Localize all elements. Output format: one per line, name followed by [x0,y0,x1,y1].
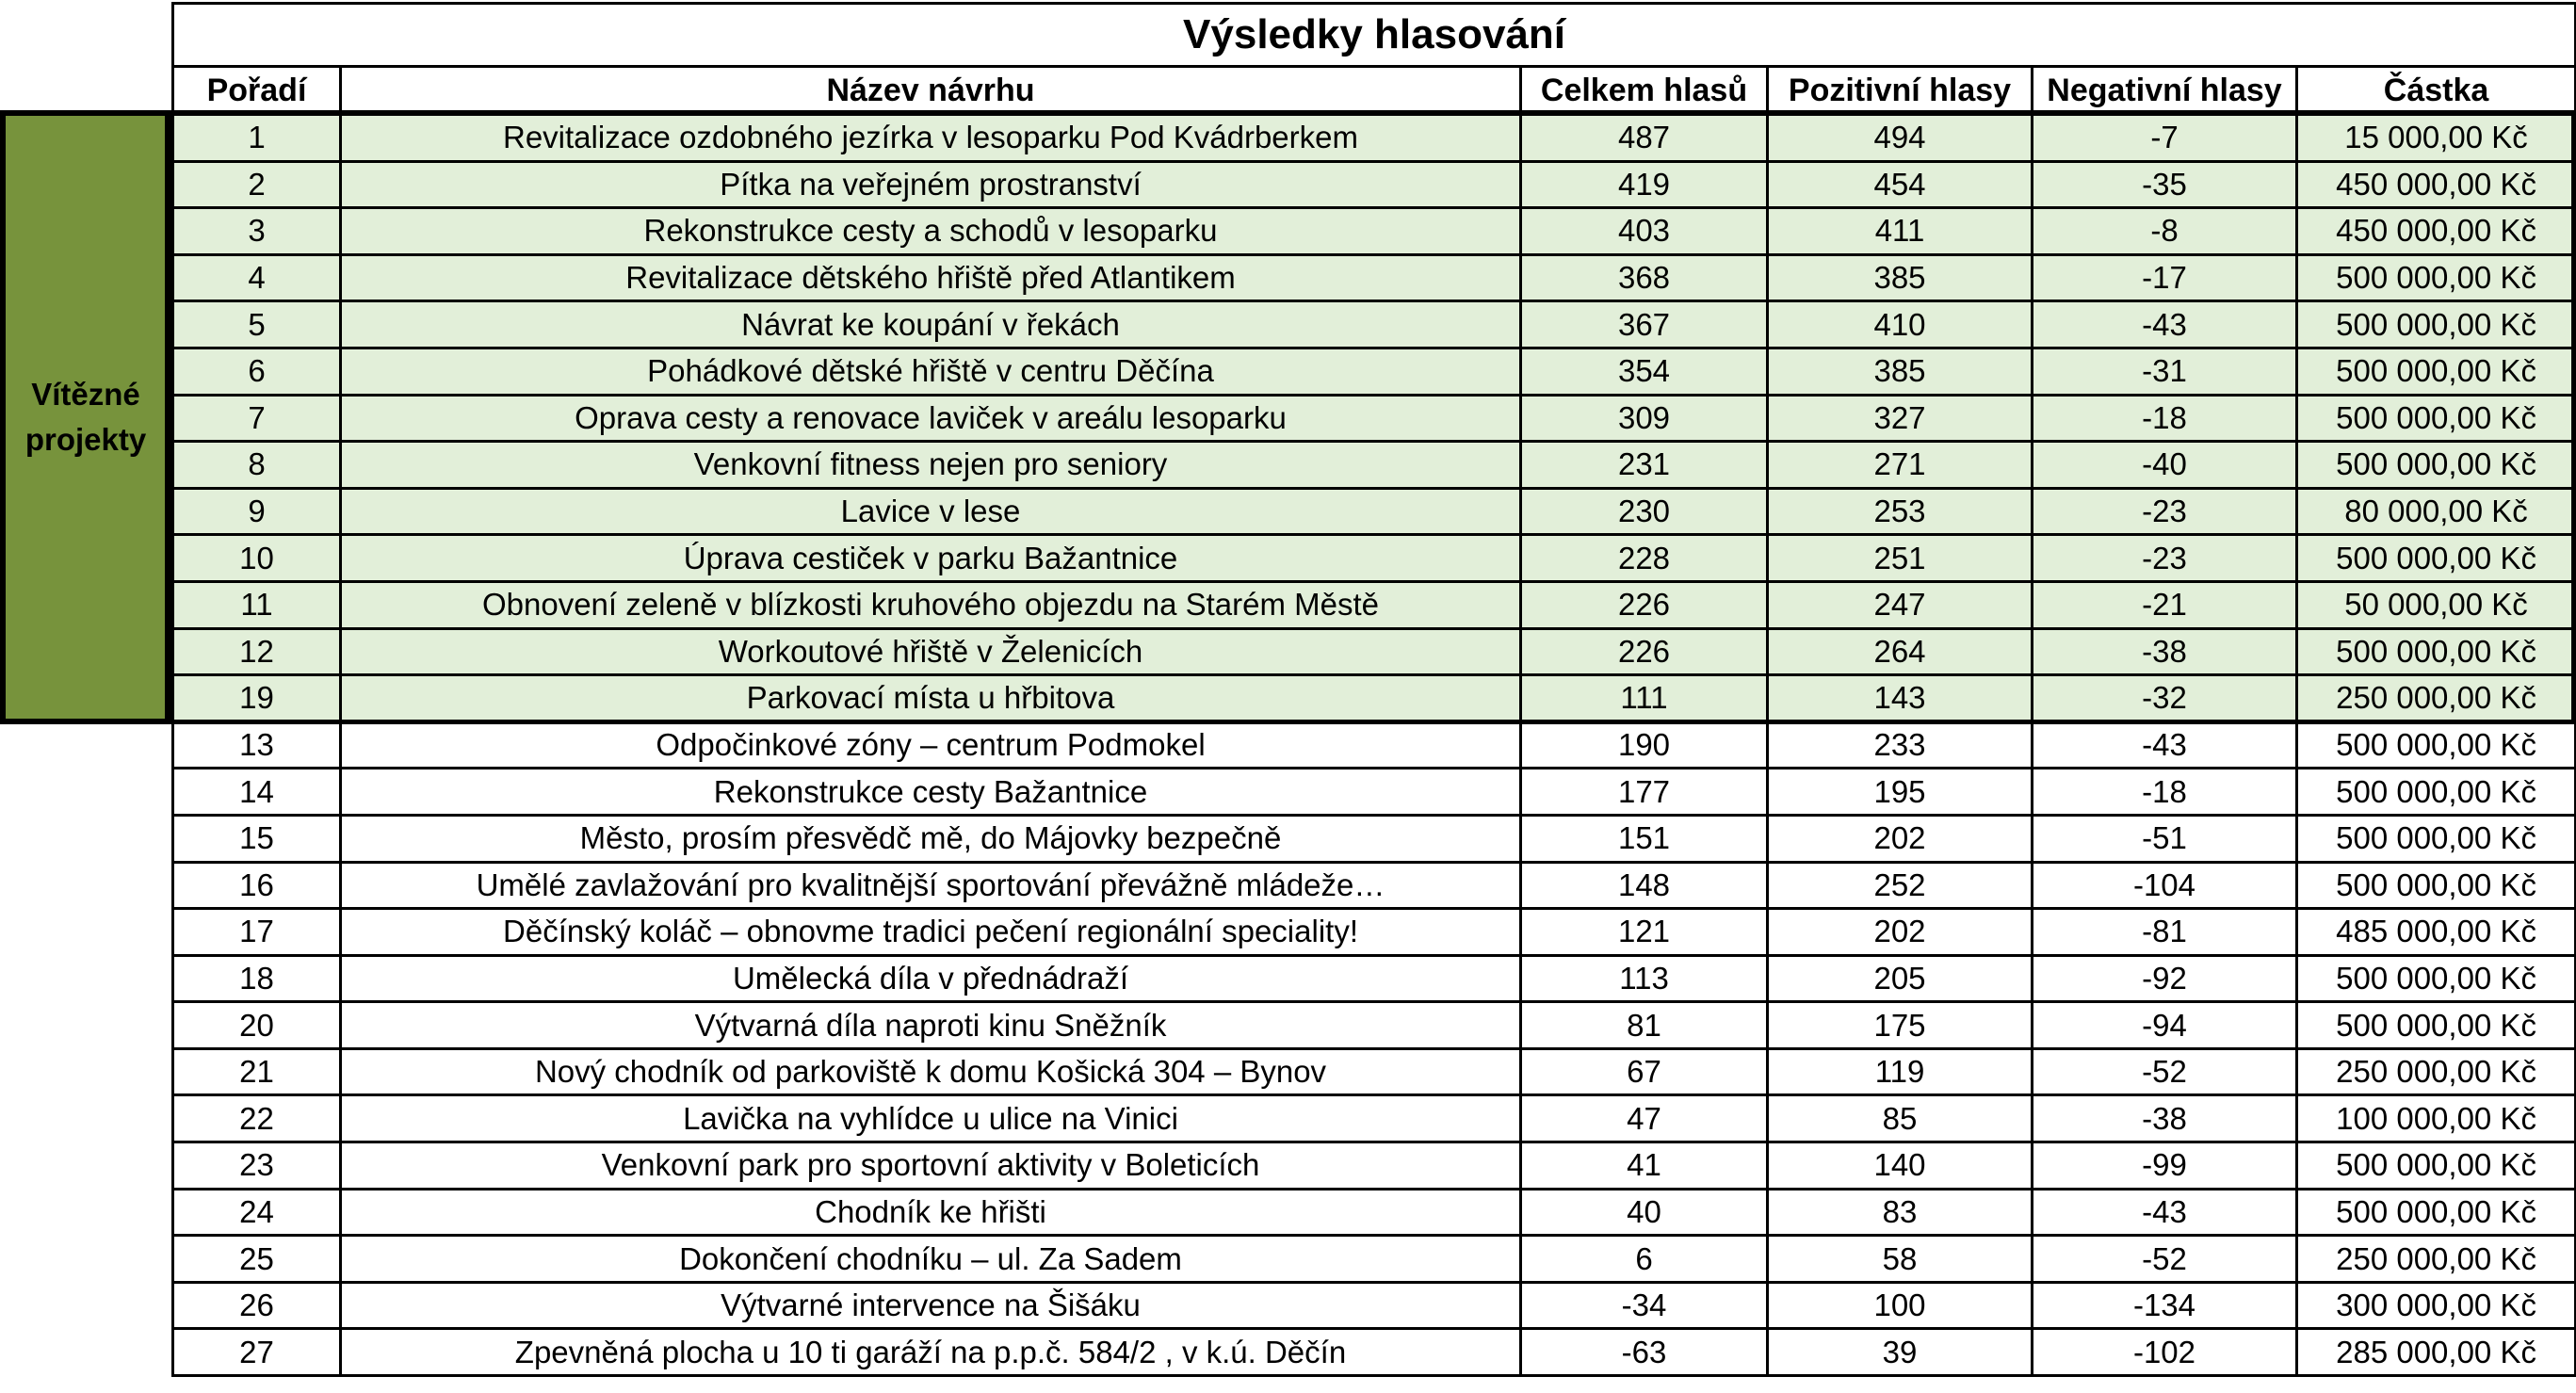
negative-votes-cell: -17 [2033,254,2297,301]
positive-votes-cell: 202 [1768,909,2033,956]
amount-cell: 250 000,00 Kč [2297,1048,2576,1095]
table-row [173,909,2576,956]
positive-votes-cell: 83 [1768,1189,2033,1236]
header-amount: Částka [2297,67,2576,115]
rank-cell: 26 [173,1282,341,1329]
negative-votes-cell: -43 [2033,1189,2297,1236]
amount-cell: 500 000,00 Kč [2297,1002,2576,1049]
table-row [173,1002,2576,1049]
header-positive-votes: Pozitivní hlasy [1768,67,2033,115]
positive-votes-cell: 195 [1768,769,2033,816]
table-row [173,1095,2576,1142]
table-row [173,1236,2576,1283]
negative-votes-cell: -99 [2033,1142,2297,1190]
total-votes-cell: 47 [1521,1095,1768,1142]
amount-cell: 500 000,00 Kč [2297,442,2576,489]
total-votes-cell: 228 [1521,535,1768,582]
positive-votes-cell: 252 [1768,862,2033,909]
proposal-name-cell: Dokončení chodníku – ul. Za Sadem [341,1236,1521,1283]
amount-cell: 15 000,00 Kč [2297,115,2576,162]
negative-votes-cell: -18 [2033,395,2297,442]
table-row [173,769,2576,816]
table-row [173,395,2576,442]
proposal-name-cell: Pítka na veřejném prostranství [341,161,1521,208]
total-votes-cell: 148 [1521,862,1768,909]
total-votes-cell: 231 [1521,442,1768,489]
rank-cell: 18 [173,955,341,1002]
rank-cell: 20 [173,1002,341,1049]
proposal-name-cell: Chodník ke hřišti [341,1189,1521,1236]
proposal-name-cell: Návrat ke koupání v řekách [341,301,1521,348]
amount-cell: 500 000,00 Kč [2297,535,2576,582]
rank-cell: 15 [173,815,341,862]
positive-votes-cell: 39 [1768,1329,2033,1376]
positive-votes-cell: 327 [1768,395,2033,442]
results-table [171,2,2576,1377]
rank-cell: 3 [173,208,341,255]
proposal-name-cell: Rekonstrukce cesty Bažantnice [341,769,1521,816]
table-row [173,535,2576,582]
negative-votes-cell: -134 [2033,1282,2297,1329]
negative-votes-cell: -7 [2033,115,2297,162]
rank-cell: 12 [173,628,341,675]
negative-votes-cell: -52 [2033,1048,2297,1095]
negative-votes-cell: -51 [2033,815,2297,862]
header-total-votes: Celkem hlasů [1521,67,1768,115]
rank-cell: 11 [173,581,341,628]
total-votes-cell: 190 [1521,721,1768,769]
amount-cell: 500 000,00 Kč [2297,815,2576,862]
results-sheet [171,2,2574,1377]
proposal-name-cell: Obnovení zeleně v blízkosti kruhového objezdu na Starém Městě [341,581,1521,628]
rank-cell: 6 [173,348,341,395]
amount-cell: 500 000,00 Kč [2297,1142,2576,1190]
rank-cell: 16 [173,862,341,909]
negative-votes-cell: -43 [2033,721,2297,769]
total-votes-cell: 177 [1521,769,1768,816]
total-votes-cell: 6 [1521,1236,1768,1283]
amount-cell: 500 000,00 Kč [2297,301,2576,348]
proposal-name-cell: Výtvarné intervence na Šišáku [341,1282,1521,1329]
rank-cell: 21 [173,1048,341,1095]
rank-cell: 5 [173,301,341,348]
table-row [173,1048,2576,1095]
rank-cell: 23 [173,1142,341,1190]
positive-votes-cell: 385 [1768,254,2033,301]
negative-votes-cell: -43 [2033,301,2297,348]
positive-votes-cell: 100 [1768,1282,2033,1329]
total-votes-cell: 230 [1521,488,1768,535]
table-row [173,208,2576,255]
negative-votes-cell: -104 [2033,862,2297,909]
rank-cell: 10 [173,535,341,582]
positive-votes-cell: 140 [1768,1142,2033,1190]
negative-votes-cell: -92 [2033,955,2297,1002]
amount-cell: 500 000,00 Kč [2297,955,2576,1002]
positive-votes-cell: 251 [1768,535,2033,582]
negative-votes-cell: -40 [2033,442,2297,489]
total-votes-cell: 419 [1521,161,1768,208]
proposal-name-cell: Výtvarná díla naproti kinu Sněžník [341,1002,1521,1049]
proposal-name-cell: Workoutové hřiště v Želenicích [341,628,1521,675]
total-votes-cell: 81 [1521,1002,1768,1049]
rank-cell: 19 [173,675,341,722]
positive-votes-cell: 205 [1768,955,2033,1002]
total-votes-cell: -34 [1521,1282,1768,1329]
negative-votes-cell: -52 [2033,1236,2297,1283]
negative-votes-cell: -31 [2033,348,2297,395]
total-votes-cell: 368 [1521,254,1768,301]
total-votes-cell: 226 [1521,581,1768,628]
table-row [173,488,2576,535]
table-row [173,675,2576,722]
positive-votes-cell: 143 [1768,675,2033,722]
proposal-name-cell: Umělé zavlažování pro kvalitnější sportování převážně mládeže… [341,862,1521,909]
table-row [173,115,2576,162]
negative-votes-cell: -8 [2033,208,2297,255]
rank-cell: 9 [173,488,341,535]
header-rank: Pořadí [173,67,341,115]
winner-group-label: Vítězné projekty [24,377,147,457]
positive-votes-cell: 253 [1768,488,2033,535]
table-row [173,442,2576,489]
positive-votes-cell: 271 [1768,442,2033,489]
table-row [173,955,2576,1002]
total-votes-cell: 151 [1521,815,1768,862]
amount-cell: 500 000,00 Kč [2297,348,2576,395]
amount-cell: 500 000,00 Kč [2297,395,2576,442]
positive-votes-cell: 85 [1768,1095,2033,1142]
amount-cell: 500 000,00 Kč [2297,862,2576,909]
positive-votes-cell: 494 [1768,115,2033,162]
header-proposal-name: Název návrhu [341,67,1521,115]
amount-cell: 450 000,00 Kč [2297,208,2576,255]
proposal-name-cell: Umělecká díla v přednádraží [341,955,1521,1002]
table-row [173,348,2576,395]
proposal-name-cell: Město, prosím přesvědč mě, do Májovky bezpečně [341,815,1521,862]
amount-cell: 250 000,00 Kč [2297,1236,2576,1283]
proposal-name-cell: Děčínský koláč – obnovme tradici pečení regionální speciality! [341,909,1521,956]
total-votes-cell: 67 [1521,1048,1768,1095]
amount-cell: 285 000,00 Kč [2297,1329,2576,1376]
proposal-name-cell: Zpevněná plocha u 10 ti garáží na p.p.č. 584/2 , v k.ú. Děčín [341,1329,1521,1376]
amount-cell: 500 000,00 Kč [2297,721,2576,769]
table-row [173,301,2576,348]
total-votes-cell: 226 [1521,628,1768,675]
positive-votes-cell: 454 [1768,161,2033,208]
title-row [173,4,2576,67]
rank-cell: 1 [173,115,341,162]
negative-votes-cell: -23 [2033,535,2297,582]
table-row [173,1142,2576,1190]
proposal-name-cell: Úprava cestiček v parku Bažantnice [341,535,1521,582]
rank-cell: 27 [173,1329,341,1376]
negative-votes-cell: -21 [2033,581,2297,628]
rank-cell: 22 [173,1095,341,1142]
negative-votes-cell: -81 [2033,909,2297,956]
positive-votes-cell: 410 [1768,301,2033,348]
negative-votes-cell: -35 [2033,161,2297,208]
negative-votes-cell: -32 [2033,675,2297,722]
table-row [173,161,2576,208]
rank-cell: 17 [173,909,341,956]
proposal-name-cell: Revitalizace dětského hřiště před Atlantikem [341,254,1521,301]
rank-cell: 13 [173,721,341,769]
positive-votes-cell: 385 [1768,348,2033,395]
positive-votes-cell: 233 [1768,721,2033,769]
proposal-name-cell: Lavička na vyhlídce u ulice na Vinici [341,1095,1521,1142]
negative-votes-cell: -38 [2033,628,2297,675]
table-row [173,254,2576,301]
total-votes-cell: 121 [1521,909,1768,956]
total-votes-cell: 309 [1521,395,1768,442]
winner-group-label-cell [0,110,171,724]
table-row [173,628,2576,675]
table-row [173,1329,2576,1376]
amount-cell: 300 000,00 Kč [2297,1282,2576,1329]
header-negative-votes: Negativní hlasy [2033,67,2297,115]
negative-votes-cell: -102 [2033,1329,2297,1376]
negative-votes-cell: -38 [2033,1095,2297,1142]
total-votes-cell: 113 [1521,955,1768,1002]
proposal-name-cell: Rekonstrukce cesty a schodů v lesoparku [341,208,1521,255]
table-row [173,1189,2576,1236]
rank-cell: 8 [173,442,341,489]
positive-votes-cell: 411 [1768,208,2033,255]
proposal-name-cell: Venkovní park pro sportovní aktivity v Boleticích [341,1142,1521,1190]
rank-cell: 7 [173,395,341,442]
positive-votes-cell: 202 [1768,815,2033,862]
proposal-name-cell: Venkovní fitness nejen pro seniory [341,442,1521,489]
total-votes-cell: 111 [1521,675,1768,722]
rank-cell: 24 [173,1189,341,1236]
amount-cell: 500 000,00 Kč [2297,769,2576,816]
positive-votes-cell: 247 [1768,581,2033,628]
positive-votes-cell: 175 [1768,1002,2033,1049]
negative-votes-cell: -94 [2033,1002,2297,1049]
amount-cell: 500 000,00 Kč [2297,254,2576,301]
amount-cell: 500 000,00 Kč [2297,1189,2576,1236]
proposal-name-cell: Parkovací místa u hřbitova [341,675,1521,722]
table-row [173,815,2576,862]
table-row [173,862,2576,909]
table-body [173,115,2576,1376]
proposal-name-cell: Nový chodník od parkoviště k domu Košická 304 – Bynov [341,1048,1521,1095]
positive-votes-cell: 58 [1768,1236,2033,1283]
proposal-name-cell: Lavice v lese [341,488,1521,535]
proposal-name-cell: Pohádkové dětské hřiště v centru Děčína [341,348,1521,395]
total-votes-cell: 367 [1521,301,1768,348]
rank-cell: 2 [173,161,341,208]
total-votes-cell: 487 [1521,115,1768,162]
amount-cell: 100 000,00 Kč [2297,1095,2576,1142]
total-votes-cell: 403 [1521,208,1768,255]
rank-cell: 14 [173,769,341,816]
total-votes-cell: 41 [1521,1142,1768,1190]
total-votes-cell: 354 [1521,348,1768,395]
negative-votes-cell: -18 [2033,769,2297,816]
proposal-name-cell: Oprava cesty a renovace laviček v areálu lesoparku [341,395,1521,442]
proposal-name-cell: Odpočinkové zóny – centrum Podmokel [341,721,1521,769]
total-votes-cell: 40 [1521,1189,1768,1236]
table-row [173,1282,2576,1329]
total-votes-cell: -63 [1521,1329,1768,1376]
amount-cell: 250 000,00 Kč [2297,675,2576,722]
amount-cell: 500 000,00 Kč [2297,628,2576,675]
positive-votes-cell: 264 [1768,628,2033,675]
rank-cell: 25 [173,1236,341,1283]
table-row [173,721,2576,769]
positive-votes-cell: 119 [1768,1048,2033,1095]
amount-cell: 50 000,00 Kč [2297,581,2576,628]
table-title: Výsledky hlasování [173,4,2576,67]
proposal-name-cell: Revitalizace ozdobného jezírka v lesoparku Pod Kvádrberkem [341,115,1521,162]
table-row [173,581,2576,628]
amount-cell: 485 000,00 Kč [2297,909,2576,956]
header-row [173,67,2576,115]
amount-cell: 450 000,00 Kč [2297,161,2576,208]
negative-votes-cell: -23 [2033,488,2297,535]
rank-cell: 4 [173,254,341,301]
amount-cell: 80 000,00 Kč [2297,488,2576,535]
